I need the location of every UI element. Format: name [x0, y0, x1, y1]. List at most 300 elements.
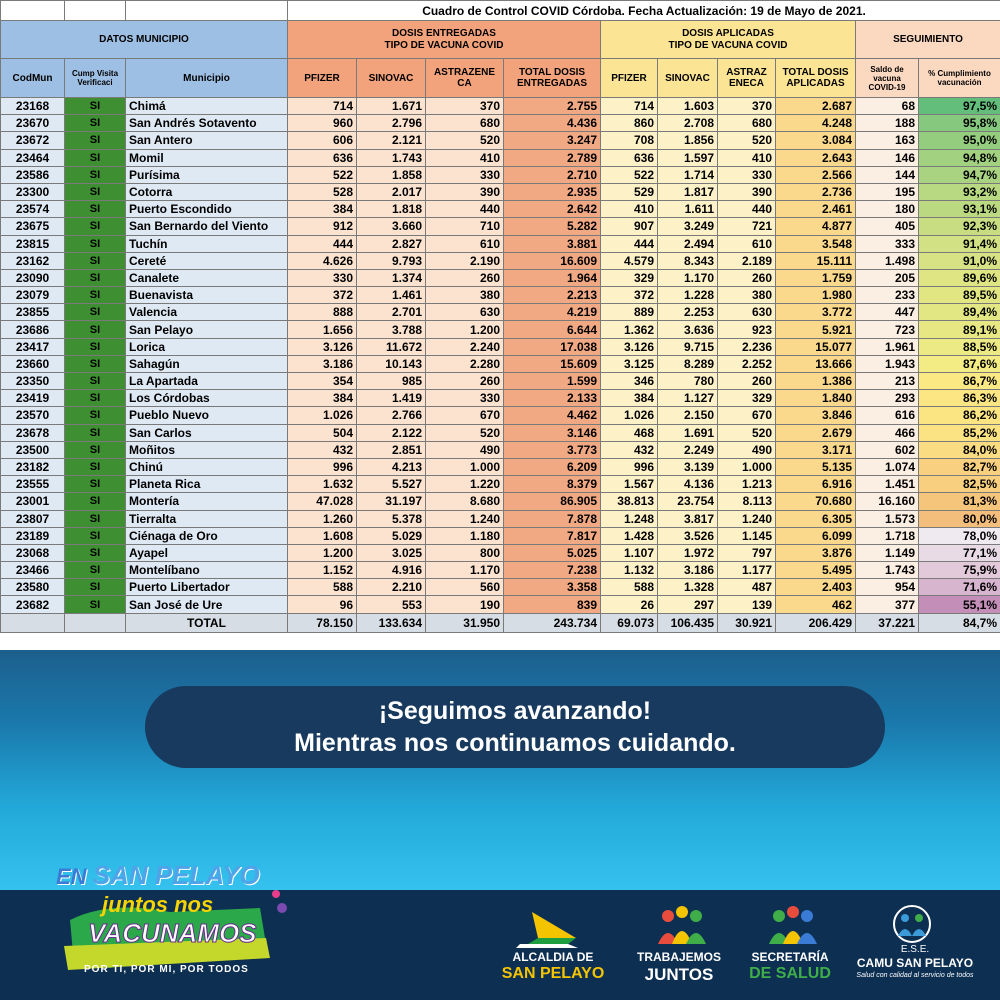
cell-verificacion: SI [65, 115, 126, 132]
total-dosis-entregadas: 243.734 [504, 613, 601, 632]
cell-astrazeneca-aplicadas: 923 [718, 321, 776, 338]
cell-cumplimiento: 91,4% [919, 235, 1000, 252]
cell-cumplimiento: 82,5% [919, 476, 1000, 493]
cell-astrazeneca-entregadas: 440 [426, 201, 504, 218]
campaign-place: SAN PELAYO [92, 860, 260, 890]
secretaria-salud-logo [735, 904, 845, 994]
cell-codmun: 23300 [1, 183, 65, 200]
cell-total-entregadas: 2.935 [504, 183, 601, 200]
cell-verificacion: SI [65, 183, 126, 200]
cell-codmun: 23079 [1, 287, 65, 304]
cell-astrazeneca-aplicadas: 1.000 [718, 458, 776, 475]
cell-saldo: 466 [856, 424, 919, 441]
cell-astrazeneca-entregadas: 190 [426, 596, 504, 613]
ese-camu-logo [850, 904, 980, 994]
cell-pfizer-entregadas: 996 [288, 458, 357, 475]
cell-codmun: 23555 [1, 476, 65, 493]
table-row [1, 115, 1000, 132]
cell-pfizer-entregadas: 432 [288, 441, 357, 458]
cell-verificacion: SI [65, 201, 126, 218]
cell-cumplimiento: 91,0% [919, 252, 1000, 269]
cell-astrazeneca-aplicadas: 370 [718, 98, 776, 115]
cell-sinovac-entregadas: 3.025 [357, 544, 426, 561]
cell-pfizer-aplicadas: 1.362 [601, 321, 658, 338]
cell-total-entregadas: 7.878 [504, 510, 601, 527]
col-header-astrazeneca-entregadas: ASTRAZENE CA [426, 59, 504, 98]
cell-pfizer-aplicadas: 3.125 [601, 355, 658, 372]
total-pfizer-aplicadas: 69.073 [601, 613, 658, 632]
cell-astrazeneca-entregadas: 260 [426, 373, 504, 390]
cell-total-aplicadas: 4.248 [776, 115, 856, 132]
cell-total-entregadas: 86.905 [504, 493, 601, 510]
table-row [1, 579, 1000, 596]
cell-sinovac-entregadas: 1.461 [357, 287, 426, 304]
cell-astrazeneca-aplicadas: 490 [718, 441, 776, 458]
cell-codmun: 23675 [1, 218, 65, 235]
cell-astrazeneca-aplicadas: 380 [718, 287, 776, 304]
cell-municipio: Cotorra [126, 183, 288, 200]
cell-verificacion: SI [65, 458, 126, 475]
cell-total-aplicadas: 3.084 [776, 132, 856, 149]
col-header-sinovac-aplicadas: SINOVAC [658, 59, 718, 98]
cell-codmun: 23350 [1, 373, 65, 390]
message-line-1: ¡Seguimos avanzando! [378, 697, 652, 725]
cell-sinovac-entregadas: 985 [357, 373, 426, 390]
cell-saldo: 293 [856, 390, 919, 407]
cell-codmun: 23466 [1, 562, 65, 579]
cell-astrazeneca-entregadas: 390 [426, 183, 504, 200]
cell-total-aplicadas: 3.548 [776, 235, 856, 252]
cell-municipio: San Antero [126, 132, 288, 149]
cell-codmun: 23586 [1, 166, 65, 183]
cell-verificacion: SI [65, 304, 126, 321]
cell-cumplimiento: 89,4% [919, 304, 1000, 321]
cell-pfizer-aplicadas: 1.107 [601, 544, 658, 561]
col-header-pfizer-aplicadas: PFIZER [601, 59, 658, 98]
cell-pfizer-entregadas: 606 [288, 132, 357, 149]
cell-sinovac-aplicadas: 1.691 [658, 424, 718, 441]
cell-astrazeneca-aplicadas: 520 [718, 424, 776, 441]
col-header-codmun: CodMun [1, 59, 65, 98]
campaign-juntos: juntos nos [102, 892, 214, 917]
title-row [1, 1, 1000, 21]
cell-sinovac-entregadas: 2.121 [357, 132, 426, 149]
cell-cumplimiento: 82,7% [919, 458, 1000, 475]
ese-line1: E.S.E. [900, 944, 930, 955]
cell-astrazeneca-aplicadas: 680 [718, 115, 776, 132]
column-header-row [1, 59, 1000, 98]
cell-astrazeneca-aplicadas: 487 [718, 579, 776, 596]
cell-pfizer-aplicadas: 346 [601, 373, 658, 390]
cell-sinovac-entregadas: 3.660 [357, 218, 426, 235]
cell-verificacion: SI [65, 252, 126, 269]
cell-pfizer-entregadas: 96 [288, 596, 357, 613]
table-row [1, 201, 1000, 218]
cell-codmun: 23580 [1, 579, 65, 596]
cell-codmun: 23660 [1, 355, 65, 372]
trabajemos-people-icon [624, 904, 734, 948]
col-header-pfizer-entregadas: PFIZER [288, 59, 357, 98]
cell-astrazeneca-entregadas: 330 [426, 166, 504, 183]
cell-municipio: Ayapel [126, 544, 288, 561]
cell-cumplimiento: 88,5% [919, 338, 1000, 355]
cell-saldo: 616 [856, 407, 919, 424]
cell-total-aplicadas: 15.077 [776, 338, 856, 355]
cell-municipio: Los Córdobas [126, 390, 288, 407]
col-header-astrazeneca-aplicadas: ASTRAZ ENECA [718, 59, 776, 98]
table-row [1, 596, 1000, 613]
table-row [1, 510, 1000, 527]
cell-pfizer-entregadas: 384 [288, 201, 357, 218]
cell-sinovac-entregadas: 2.827 [357, 235, 426, 252]
cell-municipio: San Pelayo [126, 321, 288, 338]
alcaldia-emblem [498, 904, 608, 948]
table-row [1, 355, 1000, 372]
cell-total-entregadas: 8.379 [504, 476, 601, 493]
cell-astrazeneca-entregadas: 8.680 [426, 493, 504, 510]
cell-pfizer-aplicadas: 714 [601, 98, 658, 115]
cell-total-entregadas: 2.755 [504, 98, 601, 115]
cell-astrazeneca-aplicadas: 2.236 [718, 338, 776, 355]
group-seguimiento: SEGUIMIENTO [856, 21, 1000, 59]
cell-astrazeneca-entregadas: 710 [426, 218, 504, 235]
cell-cumplimiento: 93,2% [919, 183, 1000, 200]
cell-astrazeneca-aplicadas: 610 [718, 235, 776, 252]
cell-municipio: Momil [126, 149, 288, 166]
cell-sinovac-aplicadas: 297 [658, 596, 718, 613]
cell-total-aplicadas: 13.666 [776, 355, 856, 372]
cell-saldo: 195 [856, 183, 919, 200]
message-line-2: Mientras nos continuamos cuidando. [294, 729, 736, 757]
cell-pfizer-entregadas: 1.656 [288, 321, 357, 338]
cell-astrazeneca-entregadas: 670 [426, 407, 504, 424]
cell-pfizer-entregadas: 1.152 [288, 562, 357, 579]
ese-line2: CAMU SAN PELAYO [856, 956, 974, 970]
cell-astrazeneca-entregadas: 1.180 [426, 527, 504, 544]
cell-sinovac-entregadas: 11.672 [357, 338, 426, 355]
group-dosis-aplicadas [601, 21, 856, 59]
cell-saldo: 1.743 [856, 562, 919, 579]
cell-astrazeneca-aplicadas: 630 [718, 304, 776, 321]
cell-verificacion: SI [65, 441, 126, 458]
cell-sinovac-entregadas: 1.374 [357, 269, 426, 286]
cell-sinovac-entregadas: 1.743 [357, 149, 426, 166]
cell-sinovac-aplicadas: 1.127 [658, 390, 718, 407]
cell-total-entregadas: 4.219 [504, 304, 601, 321]
cell-sinovac-entregadas: 2.851 [357, 441, 426, 458]
cell-saldo: 1.498 [856, 252, 919, 269]
cell-sinovac-aplicadas: 3.249 [658, 218, 718, 235]
cell-total-aplicadas: 2.566 [776, 166, 856, 183]
cell-sinovac-entregadas: 1.858 [357, 166, 426, 183]
cell-municipio: Montelíbano [126, 562, 288, 579]
cell-verificacion: SI [65, 218, 126, 235]
table-row [1, 269, 1000, 286]
cell-total-aplicadas: 5.921 [776, 321, 856, 338]
total-astrazeneca-aplicadas: 30.921 [718, 613, 776, 632]
cell-pfizer-aplicadas: 384 [601, 390, 658, 407]
cell-sinovac-aplicadas: 8.343 [658, 252, 718, 269]
cell-total-aplicadas: 15.111 [776, 252, 856, 269]
cell-sinovac-aplicadas: 1.817 [658, 183, 718, 200]
table-row [1, 407, 1000, 424]
cell-pfizer-entregadas: 330 [288, 269, 357, 286]
cell-astrazeneca-aplicadas: 260 [718, 269, 776, 286]
cell-codmun: 23001 [1, 493, 65, 510]
cell-astrazeneca-aplicadas: 440 [718, 201, 776, 218]
cell-codmun: 23068 [1, 544, 65, 561]
table-row [1, 373, 1000, 390]
cell-pfizer-entregadas: 522 [288, 166, 357, 183]
table-row [1, 98, 1000, 115]
cell-pfizer-aplicadas: 26 [601, 596, 658, 613]
alcaldia-line2: SAN PELAYO [501, 965, 605, 982]
cell-municipio: Tuchín [126, 235, 288, 252]
cell-saldo: 1.943 [856, 355, 919, 372]
cell-pfizer-aplicadas: 468 [601, 424, 658, 441]
cell-total-entregadas: 4.436 [504, 115, 601, 132]
cell-cumplimiento: 89,6% [919, 269, 1000, 286]
ese-line3: Salud con calidad al servicio de todos [856, 972, 974, 979]
cell-pfizer-entregadas: 3.186 [288, 355, 357, 372]
cell-sinovac-aplicadas: 2.708 [658, 115, 718, 132]
cell-saldo: 68 [856, 98, 919, 115]
table-row [1, 321, 1000, 338]
cell-codmun: 23815 [1, 235, 65, 252]
cell-pfizer-entregadas: 960 [288, 115, 357, 132]
cell-cumplimiento: 84,0% [919, 441, 1000, 458]
cell-saldo: 1.451 [856, 476, 919, 493]
table-row [1, 424, 1000, 441]
cell-cumplimiento: 87,6% [919, 355, 1000, 372]
cell-pfizer-entregadas: 912 [288, 218, 357, 235]
cell-municipio: Lorica [126, 338, 288, 355]
cell-astrazeneca-aplicadas: 797 [718, 544, 776, 561]
cell-pfizer-entregadas: 444 [288, 235, 357, 252]
group-dosis-entregadas [288, 21, 601, 59]
cell-sinovac-entregadas: 2.017 [357, 183, 426, 200]
cell-sinovac-entregadas: 1.671 [357, 98, 426, 115]
cell-saldo: 377 [856, 596, 919, 613]
cell-astrazeneca-entregadas: 560 [426, 579, 504, 596]
cell-pfizer-entregadas: 47.028 [288, 493, 357, 510]
cell-total-entregadas: 16.609 [504, 252, 601, 269]
cell-municipio: San José de Ure [126, 596, 288, 613]
cell-codmun: 23500 [1, 441, 65, 458]
table-row [1, 544, 1000, 561]
total-row [1, 613, 1000, 632]
campaign-logo [50, 860, 290, 1000]
cell-astrazeneca-entregadas: 680 [426, 115, 504, 132]
cell-municipio: Planeta Rica [126, 476, 288, 493]
cell-astrazeneca-entregadas: 1.200 [426, 321, 504, 338]
col-header-municipio: Municipio [126, 59, 288, 98]
cell-verificacion: SI [65, 149, 126, 166]
cell-verificacion: SI [65, 476, 126, 493]
cell-pfizer-entregadas: 888 [288, 304, 357, 321]
total-cumplimiento: 84,7% [919, 613, 1000, 632]
cell-total-aplicadas: 5.135 [776, 458, 856, 475]
cell-total-entregadas: 2.213 [504, 287, 601, 304]
cell-codmun: 23678 [1, 424, 65, 441]
cell-verificacion: SI [65, 544, 126, 561]
cell-verificacion: SI [65, 562, 126, 579]
cell-astrazeneca-aplicadas: 260 [718, 373, 776, 390]
cell-astrazeneca-entregadas: 800 [426, 544, 504, 561]
cell-astrazeneca-aplicadas: 390 [718, 183, 776, 200]
cell-cumplimiento: 77,1% [919, 544, 1000, 561]
table-row [1, 390, 1000, 407]
alcaldia-logo [498, 904, 608, 994]
cell-saldo: 144 [856, 166, 919, 183]
cell-sinovac-aplicadas: 1.228 [658, 287, 718, 304]
cell-cumplimiento: 86,2% [919, 407, 1000, 424]
table-row [1, 287, 1000, 304]
cell-verificacion: SI [65, 390, 126, 407]
table-row [1, 132, 1000, 149]
cell-sinovac-entregadas: 2.766 [357, 407, 426, 424]
cell-sinovac-entregadas: 5.378 [357, 510, 426, 527]
cell-pfizer-aplicadas: 1.026 [601, 407, 658, 424]
cell-verificacion: SI [65, 355, 126, 372]
cell-verificacion: SI [65, 424, 126, 441]
cell-codmun: 23162 [1, 252, 65, 269]
cell-sinovac-aplicadas: 1.611 [658, 201, 718, 218]
col-header-cumplimiento: % Cumplimiento vacunación [919, 59, 1000, 98]
cell-cumplimiento: 80,0% [919, 510, 1000, 527]
cell-total-aplicadas: 2.679 [776, 424, 856, 441]
cell-verificacion: SI [65, 596, 126, 613]
cell-cumplimiento: 97,5% [919, 98, 1000, 115]
cell-sinovac-entregadas: 2.210 [357, 579, 426, 596]
cell-total-aplicadas: 2.643 [776, 149, 856, 166]
cell-saldo: 405 [856, 218, 919, 235]
cell-total-aplicadas: 3.846 [776, 407, 856, 424]
cell-astrazeneca-aplicadas: 330 [718, 166, 776, 183]
cell-sinovac-aplicadas: 2.253 [658, 304, 718, 321]
cell-sinovac-aplicadas: 3.636 [658, 321, 718, 338]
cell-pfizer-entregadas: 4.626 [288, 252, 357, 269]
table-row [1, 304, 1000, 321]
cell-saldo: 146 [856, 149, 919, 166]
cell-saldo: 180 [856, 201, 919, 218]
alcaldia-line1: ALCALDIA DE [512, 950, 594, 964]
cell-municipio: Cereté [126, 252, 288, 269]
cell-total-entregadas: 3.773 [504, 441, 601, 458]
cell-total-entregadas: 3.247 [504, 132, 601, 149]
cell-astrazeneca-aplicadas: 8.113 [718, 493, 776, 510]
cell-astrazeneca-entregadas: 1.000 [426, 458, 504, 475]
table-row [1, 493, 1000, 510]
cell-codmun: 23464 [1, 149, 65, 166]
footer [0, 860, 1000, 1000]
cell-pfizer-entregadas: 354 [288, 373, 357, 390]
trabajemos-line1: TRABAJEMOS [636, 950, 721, 964]
cell-verificacion: SI [65, 407, 126, 424]
cell-astrazeneca-entregadas: 610 [426, 235, 504, 252]
cell-pfizer-entregadas: 384 [288, 390, 357, 407]
table-row [1, 166, 1000, 183]
group-entregadas-line1: DOSIS ENTREGADAS [392, 27, 496, 39]
cell-sinovac-entregadas: 1.818 [357, 201, 426, 218]
cell-municipio: Chinú [126, 458, 288, 475]
cell-saldo: 213 [856, 373, 919, 390]
cell-total-aplicadas: 4.877 [776, 218, 856, 235]
cell-astrazeneca-entregadas: 380 [426, 287, 504, 304]
cell-verificacion: SI [65, 321, 126, 338]
cell-sinovac-entregadas: 5.527 [357, 476, 426, 493]
cell-astrazeneca-aplicadas: 1.145 [718, 527, 776, 544]
cell-pfizer-entregadas: 1.026 [288, 407, 357, 424]
cell-astrazeneca-entregadas: 370 [426, 98, 504, 115]
cell-codmun: 23672 [1, 132, 65, 149]
total-sinovac-aplicadas: 106.435 [658, 613, 718, 632]
cell-saldo: 1.074 [856, 458, 919, 475]
total-pfizer-entregadas: 78.150 [288, 613, 357, 632]
cell-sinovac-entregadas: 9.793 [357, 252, 426, 269]
cell-total-entregadas: 5.282 [504, 218, 601, 235]
campaign-vacunamos: VACUNAMOS [88, 918, 257, 948]
cell-astrazeneca-entregadas: 520 [426, 424, 504, 441]
cell-total-entregadas: 2.789 [504, 149, 601, 166]
cell-pfizer-entregadas: 528 [288, 183, 357, 200]
col-header-total-entregadas: TOTAL DOSIS ENTREGADAS [504, 59, 601, 98]
cell-cumplimiento: 94,8% [919, 149, 1000, 166]
cell-cumplimiento: 86,7% [919, 373, 1000, 390]
cell-total-entregadas: 15.609 [504, 355, 601, 372]
cell-municipio: Moñitos [126, 441, 288, 458]
cell-astrazeneca-aplicadas: 1.240 [718, 510, 776, 527]
cell-municipio: Montería [126, 493, 288, 510]
cell-sinovac-aplicadas: 9.715 [658, 338, 718, 355]
cell-pfizer-aplicadas: 996 [601, 458, 658, 475]
cell-codmun: 23670 [1, 115, 65, 132]
cell-sinovac-aplicadas: 2.150 [658, 407, 718, 424]
cell-sinovac-aplicadas: 3.526 [658, 527, 718, 544]
cell-total-aplicadas: 5.495 [776, 562, 856, 579]
cell-sinovac-aplicadas: 3.817 [658, 510, 718, 527]
table-row [1, 252, 1000, 269]
group-header-row [1, 21, 1000, 59]
cell-total-aplicadas: 2.403 [776, 579, 856, 596]
cell-astrazeneca-entregadas: 2.280 [426, 355, 504, 372]
cell-pfizer-aplicadas: 329 [601, 269, 658, 286]
cell-sinovac-aplicadas: 2.494 [658, 235, 718, 252]
cell-astrazeneca-aplicadas: 670 [718, 407, 776, 424]
cell-total-entregadas: 839 [504, 596, 601, 613]
cell-saldo: 233 [856, 287, 919, 304]
group-datos-municipio: DATOS MUNICIPIO [1, 21, 288, 59]
cell-total-aplicadas: 6.916 [776, 476, 856, 493]
cell-codmun: 23682 [1, 596, 65, 613]
table-row [1, 149, 1000, 166]
cell-pfizer-entregadas: 504 [288, 424, 357, 441]
col-header-saldo: Saldo de vacuna COVID-19 [856, 59, 919, 98]
cell-codmun: 23419 [1, 390, 65, 407]
cell-pfizer-aplicadas: 636 [601, 149, 658, 166]
cell-astrazeneca-aplicadas: 1.213 [718, 476, 776, 493]
cell-verificacion: SI [65, 493, 126, 510]
cell-saldo: 188 [856, 115, 919, 132]
cell-cumplimiento: 55,1% [919, 596, 1000, 613]
cell-pfizer-aplicadas: 889 [601, 304, 658, 321]
cell-verificacion: SI [65, 235, 126, 252]
cell-pfizer-aplicadas: 1.428 [601, 527, 658, 544]
cell-pfizer-aplicadas: 444 [601, 235, 658, 252]
cell-astrazeneca-entregadas: 410 [426, 149, 504, 166]
cell-astrazeneca-aplicadas: 2.252 [718, 355, 776, 372]
cell-municipio: Buenavista [126, 287, 288, 304]
